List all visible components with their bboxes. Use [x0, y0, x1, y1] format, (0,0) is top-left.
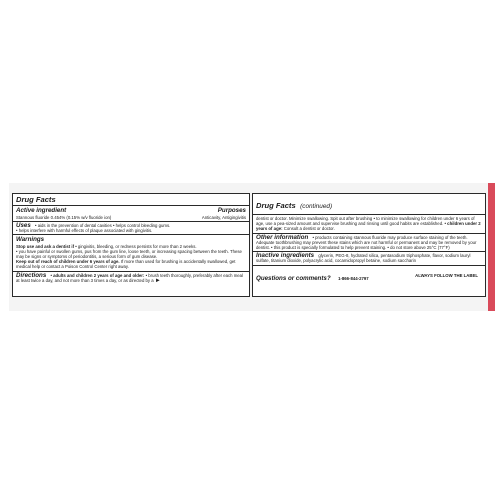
children-under-2-bold: • children under 2 years of age: — [256, 221, 481, 232]
directions-continued-section — [253, 215, 485, 234]
continued-label: (continued) — [300, 203, 333, 210]
directions-heading: Directions — [16, 271, 47, 279]
questions-heading: Questions or comments? — [256, 274, 331, 282]
warnings-section — [13, 235, 249, 272]
drug-facts-panel-right — [252, 193, 486, 297]
uses-section — [13, 222, 249, 235]
accent-stripe — [488, 183, 495, 311]
phone-number: 1-866-844-2797 — [338, 275, 369, 281]
warnings-heading: Warnings — [16, 236, 45, 244]
purposes-heading: Purposes — [217, 207, 246, 214]
directions-continued-text: dentist or doctor. Minimize swallowing. Spit out after brushing • to minimize swallowing for children under 6 years of age, use a pea-sized amount and supervise brushing and rinsing until good habits are established. — [256, 216, 475, 227]
drug-facts-title: Drug Facts — [16, 195, 56, 204]
other-information-heading: Other information — [256, 233, 309, 241]
warnings-line-2: • you have painful or swollen gums, pus from the gum line, loose teeth, or increasing spacing between the teeth. These may be signs or symptoms of periodontitis, a serious form of gum disease. — [16, 248, 242, 260]
inactive-ingredients-section — [253, 252, 485, 265]
continue-arrow-icon: ► — [154, 277, 161, 284]
active-ingredient-text: Stannous fluoride 0.454% (0.15% w/v fluoride ion) — [16, 214, 112, 220]
purposes-text: Anticavity, Antigingivitis — [201, 214, 246, 220]
title-section — [13, 194, 249, 206]
always-follow-label: ALWAYS FOLLOW THE LABEL — [415, 273, 478, 279]
drug-facts-title-continued: Drug Facts — [256, 201, 296, 210]
directions-text: • brush teeth thoroughly, preferably after each meal at least twice a day, and not more than 3 times a day, or as directed by a — [16, 272, 244, 283]
warnings-keep-text: If more than used for brushing is accidentally swallowed, get medical help or contact a Poison Control Center right away. — [16, 259, 236, 270]
other-information-section — [253, 234, 485, 253]
questions-section — [253, 266, 485, 286]
directions-continued-end: Consult a dentist or doctor. — [282, 226, 335, 232]
directions-bold: • adults and children 2 years of age and older: — [50, 272, 145, 278]
uses-heading: Uses — [16, 221, 31, 229]
title-continued-section — [253, 194, 485, 215]
warnings-stop-text: • gingivitis, bleeding, or redness persists for more than 2 weeks. — [74, 243, 197, 249]
warnings-keep-out: Keep out of reach of children under 6 years of age. — [16, 259, 120, 265]
active-ingredient-heading: Active ingredient — [16, 207, 67, 214]
uses-line-1: • aids in the prevention of dental cavities • helps control bleeding gums. — [35, 222, 171, 228]
active-ingredient-section — [13, 206, 249, 222]
other-information-text: • products containing stannous fluoride may produce surface staining of the teeth. Adequate toothbrushing may prevent these stains which are not harmful or permanent and may be removed by your dentist. • this product is specially formulated to help prevent staining. • do not store above 25°C (77°F) — [256, 234, 477, 251]
inactive-ingredients-heading: Inactive ingredients — [256, 252, 315, 260]
drug-facts-panel-left — [12, 193, 250, 297]
warnings-stop-use: Stop use and ask a dentist if — [16, 243, 75, 249]
uses-line-2: • helps interfere with harmful effects of plaque associated with gingivitis. — [16, 227, 153, 233]
directions-section — [13, 272, 249, 285]
inactive-ingredients-text: glycerin, PEG-8, hydrated silica, pentasodium triphosphate, flavor, sodium lauryl sulfate, titanium dioxide, polyacrylic acid, cocamidopropyl betaine, sodium saccharin — [256, 253, 471, 264]
